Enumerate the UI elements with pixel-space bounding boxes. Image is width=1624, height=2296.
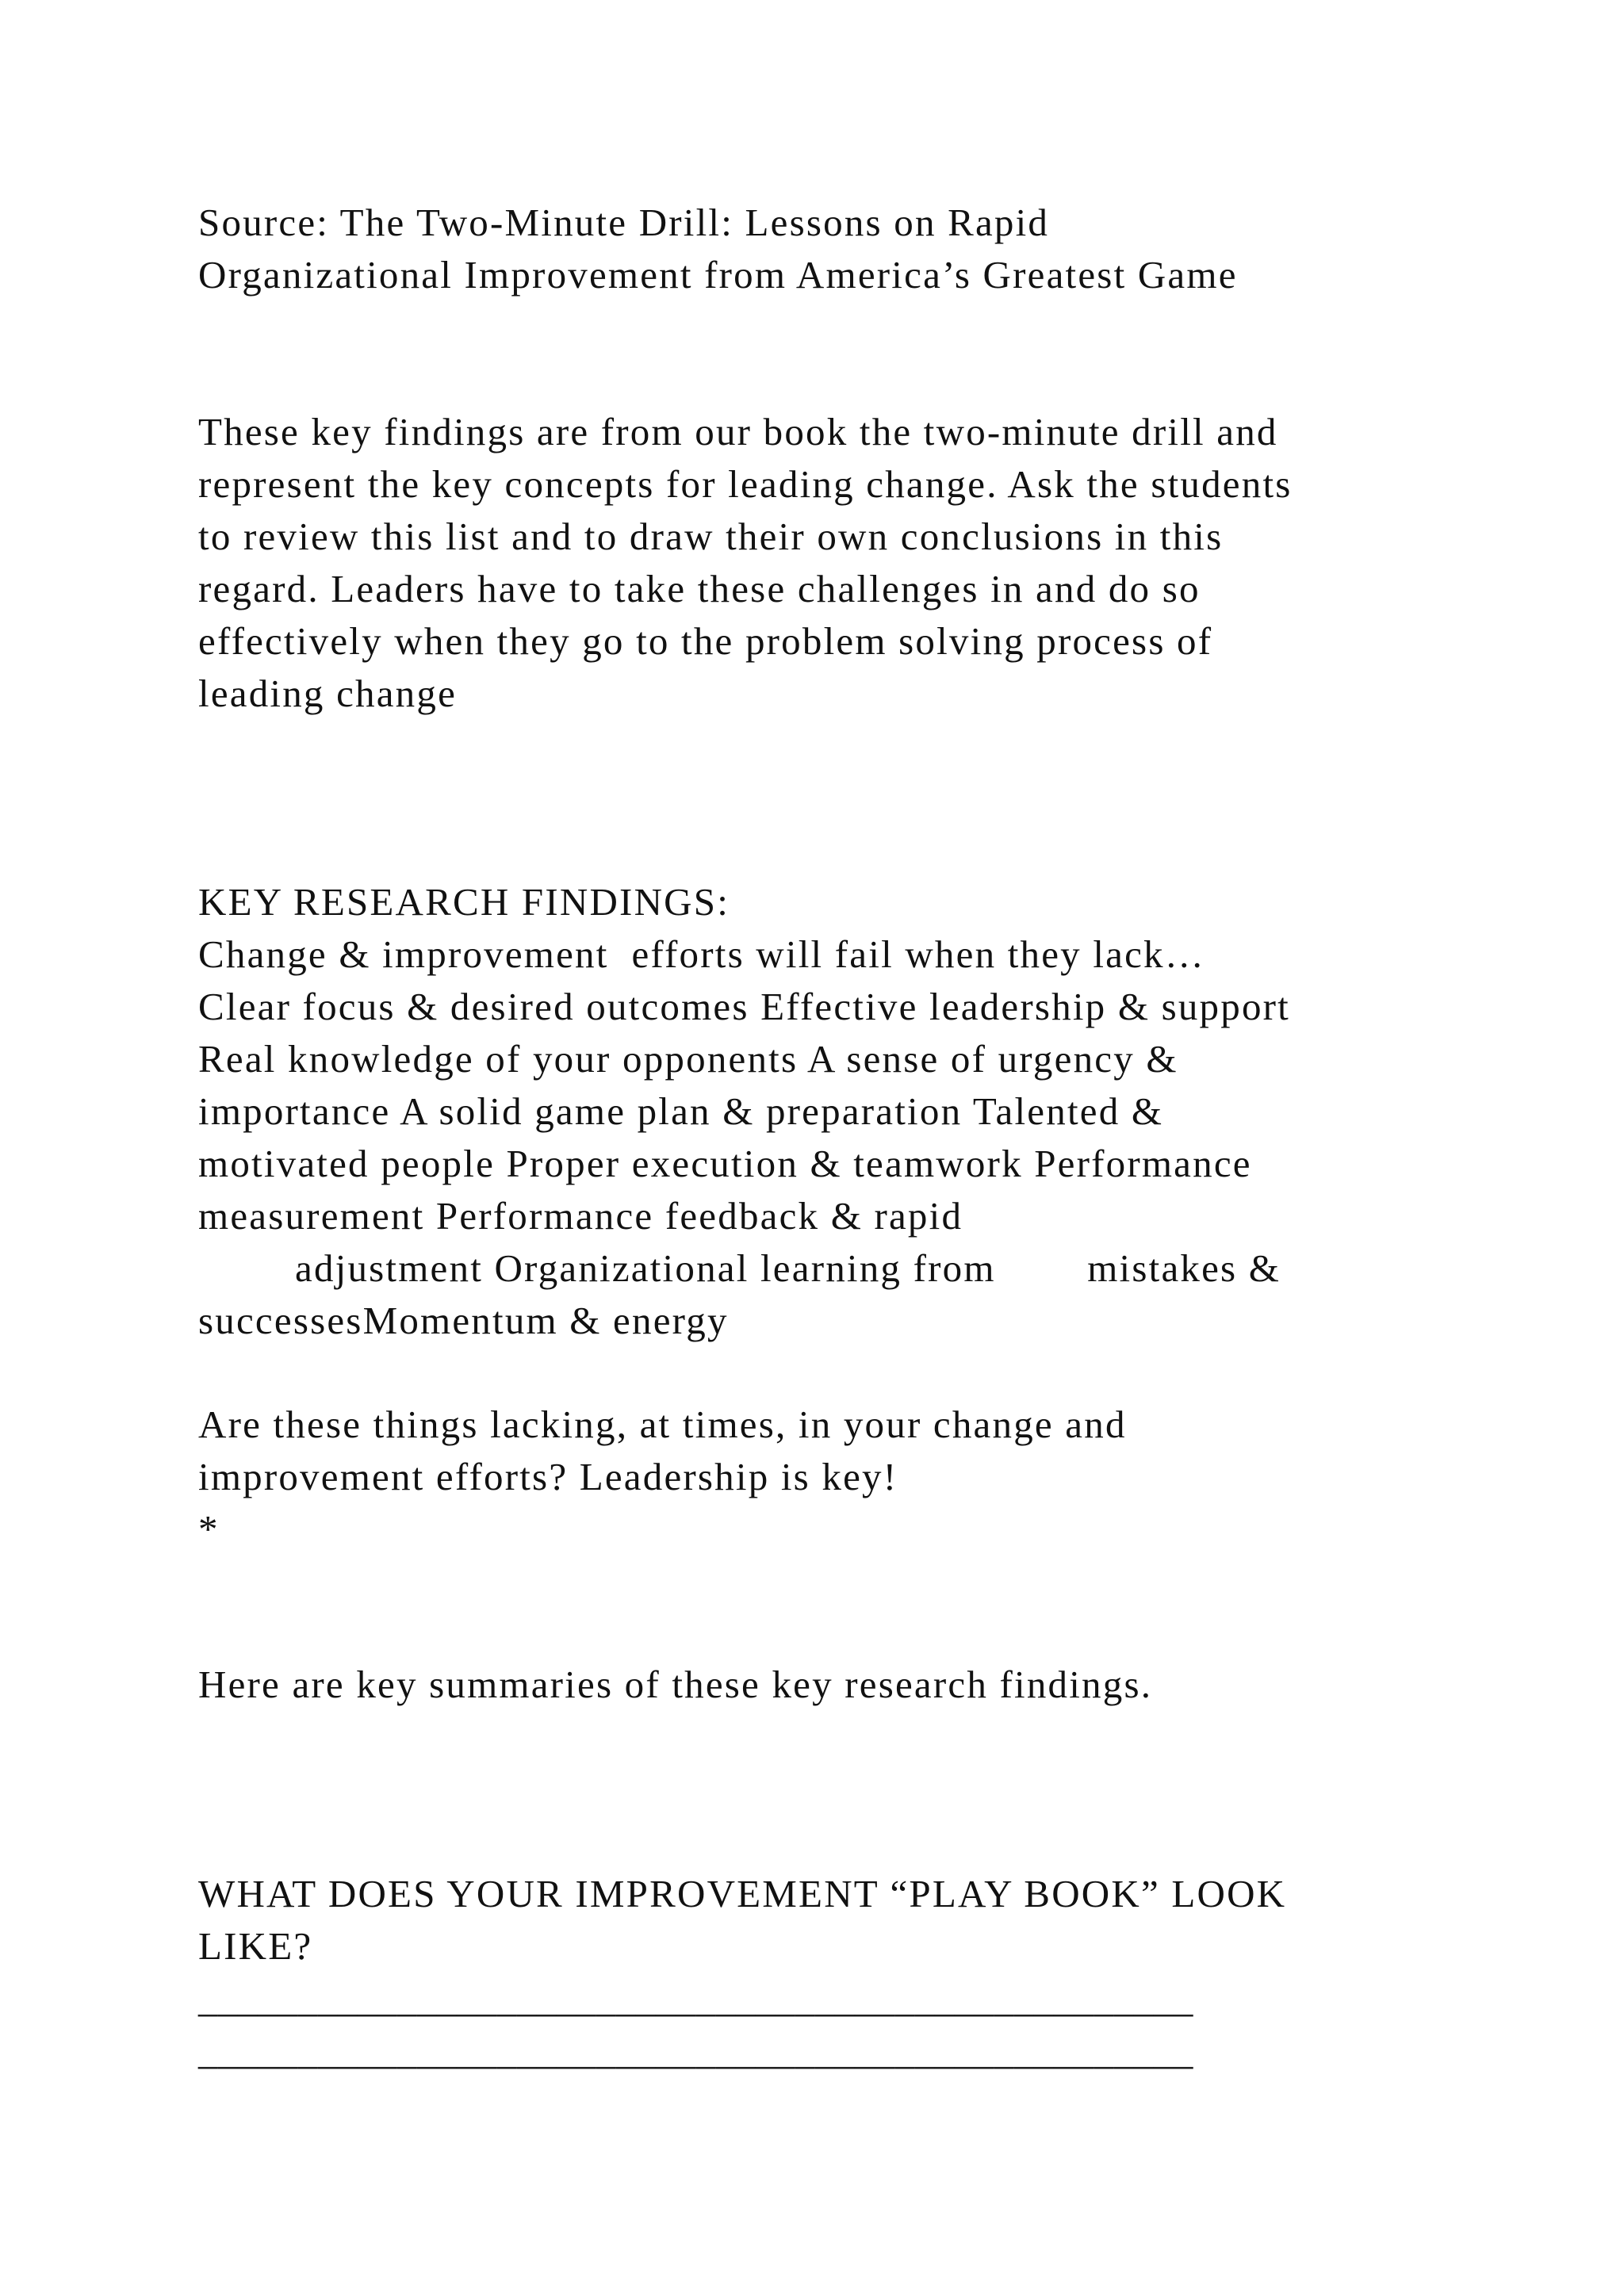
intro-line-1: These key findings are from our book the two-minute drill and [198, 410, 1278, 453]
answer-blank-line-1: __________________________________________________ [198, 1976, 1193, 2020]
findings-line-2: Clear focus & desired outcomes Effective leadership & support [198, 985, 1290, 1028]
findings-line-4: importance A solid game plan & preparation Talented & [198, 1089, 1164, 1133]
source-line-2: Organizational Improvement from America’s Greatest Game [198, 253, 1238, 297]
intro-line-3: to review this list and to draw their own conclusions in this [198, 515, 1224, 558]
question-line-2: improvement efforts? Leadership is key! [198, 1455, 898, 1498]
playbook-heading-line-1: WHAT DOES YOUR IMPROVEMENT “PLAY BOOK” LOOK [198, 1872, 1287, 1915]
playbook-heading-line-2: LIKE? [198, 1924, 313, 1968]
findings-line-8: successesMomentum & energy [198, 1299, 729, 1342]
findings-line-7: adjustment Organizational learning from mistakes & [295, 1246, 1281, 1290]
summary-line: Here are key summaries of these key research findings. [198, 1663, 1153, 1706]
intro-line-6: leading change [198, 672, 458, 715]
findings-line-6: measurement Performance feedback & rapid [198, 1194, 963, 1238]
asterisk-marker: * [198, 1507, 220, 1551]
findings-heading: KEY RESEARCH FINDINGS: [198, 880, 730, 924]
question-line-1: Are these things lacking, at times, in your change and [198, 1402, 1127, 1446]
intro-line-5: effectively when they go to the problem solving process of [198, 619, 1213, 663]
findings-line-3: Real knowledge of your opponents A sense of urgency & [198, 1037, 1178, 1081]
intro-line-2: represent the key concepts for leading change. Ask the students [198, 462, 1293, 506]
source-line-1: Source: The Two-Minute Drill: Lessons on Rapid [198, 201, 1050, 244]
findings-line-1: Change & improvement efforts will fail when they lack… [198, 932, 1205, 976]
answer-blank-line-2: __________________________________________________ [198, 2029, 1193, 2072]
findings-line-5: motivated people Proper execution & teamwork Performance [198, 1142, 1252, 1185]
intro-line-4: regard. Leaders have to take these challenges in and do so [198, 567, 1201, 610]
